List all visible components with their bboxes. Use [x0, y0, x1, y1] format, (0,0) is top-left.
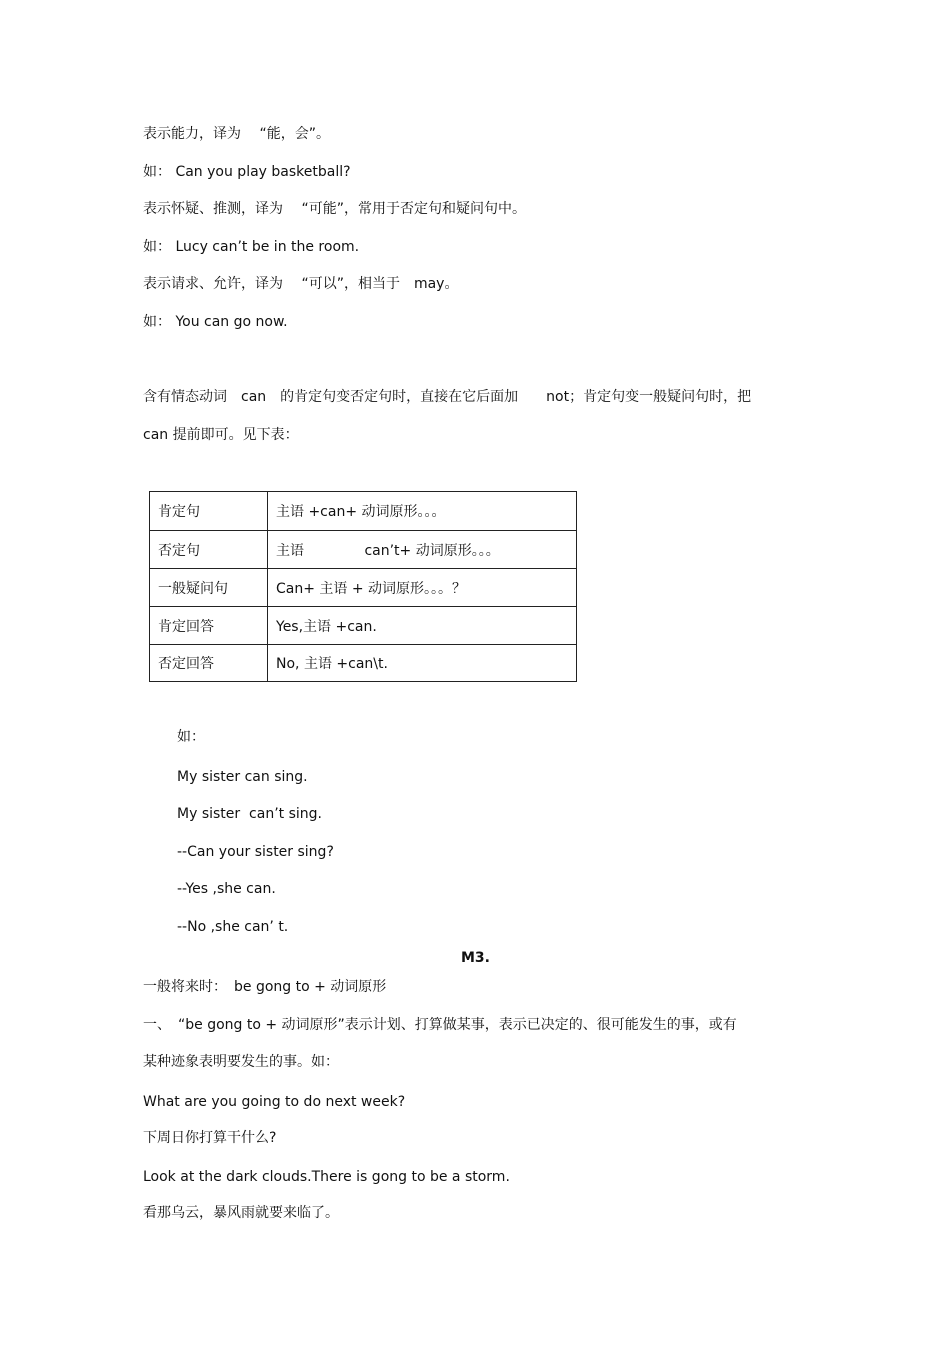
sentence-pattern-cell: Can+ 主语 + 动词原形。。。？ — [268, 569, 577, 607]
sentence-type-cell: 肯定句 — [150, 492, 268, 531]
table-row — [150, 569, 577, 607]
examples-label: 如： — [177, 729, 205, 745]
usage-possibility-example: 如： Lucy can’t be in the room. — [143, 239, 360, 255]
sentence-type-cell: 肯定回答 — [150, 607, 268, 645]
sentence-type-cell: 否定句 — [150, 531, 268, 569]
example-line: My sister can sing. — [177, 769, 308, 785]
future-example-1-en: What are you going to do next week? — [143, 1094, 406, 1110]
example-line: --No ,she can’ t. — [177, 919, 289, 935]
section-title: M3. — [461, 950, 490, 966]
sentence-type-cell: 一般疑问句 — [150, 569, 268, 607]
future-example-2-en: Look at the dark clouds.There is gong to be a storm. — [143, 1169, 510, 1185]
usage-ability: 表示能力，译为 “能，会”。 — [143, 126, 330, 142]
sentence-pattern-table — [149, 491, 577, 682]
table-row — [150, 645, 577, 682]
transform-rule-line-1: 含有情态动词 can 的肯定句变否定句时，直接在它后面加 not；肯定句变一般疑问句时，把 — [143, 389, 752, 405]
example-line: --Yes ,she can. — [177, 881, 276, 897]
table-row — [150, 607, 577, 645]
transform-rule-line-2: can 提前即可。见下表： — [143, 427, 299, 443]
example-line: --Can your sister sing? — [177, 844, 334, 860]
sentence-pattern-cell: 主语 can’t+ 动词原形。。。 — [268, 531, 577, 569]
future-tense-definition: 一般将来时： be gong to + 动词原形 — [143, 979, 387, 995]
usage-permission: 表示请求、允许，译为 “可以”，相当于 may。 — [143, 276, 459, 292]
table-row — [150, 531, 577, 569]
future-example-2-zh: 看那乌云，暴风雨就要来临了。 — [143, 1205, 339, 1221]
example-line: My sister can’t sing. — [177, 806, 322, 822]
table-row — [150, 492, 577, 531]
future-tense-point-1-cont: 某种迹象表明要发生的事。如： — [143, 1054, 339, 1070]
usage-permission-example: 如： You can go now. — [143, 314, 288, 330]
usage-possibility: 表示怀疑、推测，译为 “可能”，常用于否定句和疑问句中。 — [143, 201, 526, 217]
future-tense-point-1: 一、 “be gong to + 动词原形”表示计划、打算做某事，表示已决定的、很可能发生的事，或有 — [143, 1017, 737, 1033]
sentence-type-cell: 否定回答 — [150, 645, 268, 682]
sentence-pattern-cell: 主语 +can+ 动词原形。。。 — [268, 492, 577, 531]
usage-ability-example: 如： Can you play basketball? — [143, 164, 351, 180]
sentence-pattern-cell: Yes,主语 +can. — [268, 607, 577, 645]
sentence-pattern-cell: No, 主语 +can\t. — [268, 645, 577, 682]
future-example-1-zh: 下周日你打算干什么? — [143, 1130, 277, 1146]
